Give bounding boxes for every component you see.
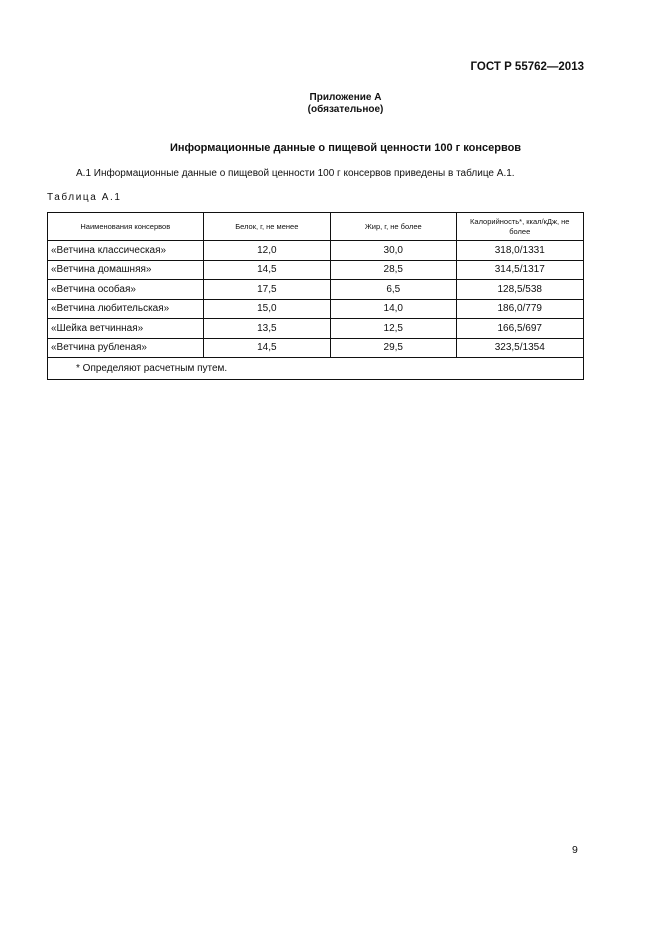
cell-fat: 6,5 <box>331 280 456 300</box>
cell-calories: 323,5/1354 <box>456 338 584 358</box>
page-number: 9 <box>572 844 578 856</box>
table-row <box>48 319 584 339</box>
table-row <box>48 299 584 319</box>
cell-fat: 14,0 <box>331 299 456 319</box>
cell-fat: 30,0 <box>331 241 456 261</box>
cell-protein: 13,5 <box>203 319 330 339</box>
cell-protein: 14,5 <box>203 338 330 358</box>
column-header-calories: Калорийность*, ккал/кДж, не более <box>456 213 584 241</box>
appendix-subtitle: (обязательное) <box>307 104 384 115</box>
cell-fat: 28,5 <box>331 260 456 280</box>
cell-calories: 314,5/1317 <box>456 260 584 280</box>
cell-protein: 14,5 <box>203 260 330 280</box>
cell-calories: 318,0/1331 <box>456 241 584 261</box>
column-header-protein: Белок, г, не менее <box>203 213 330 241</box>
cell-protein: 12,0 <box>203 241 330 261</box>
cell-name: «Шейка ветчинная» <box>48 319 204 339</box>
appendix-title: Приложение А <box>309 92 382 103</box>
column-header-fat: Жир, г, не более <box>331 213 456 241</box>
nutrition-table <box>47 212 584 380</box>
table-caption: Таблица А.1 <box>47 192 122 203</box>
cell-fat: 29,5 <box>331 338 456 358</box>
cell-name: «Ветчина домашняя» <box>48 260 204 280</box>
standard-code: ГОСТ Р 55762—2013 <box>470 61 584 73</box>
column-header-name: Наименования консервов <box>48 213 204 241</box>
cell-name: «Ветчина классическая» <box>48 241 204 261</box>
intro-paragraph: А.1 Информационные данные о пищевой ценности 100 г консервов приведены в таблице А.1. <box>76 168 515 179</box>
cell-calories: 128,5/538 <box>456 280 584 300</box>
table-row <box>48 280 584 300</box>
cell-fat: 12,5 <box>331 319 456 339</box>
table-row <box>48 338 584 358</box>
table-row <box>48 241 584 261</box>
cell-name: «Ветчина особая» <box>48 280 204 300</box>
cell-name: «Ветчина любительская» <box>48 299 204 319</box>
section-title: Информационные данные о пищевой ценности 100 г консервов <box>169 142 522 154</box>
table-footnote: * Определяют расчетным путем. <box>48 358 584 380</box>
cell-calories: 166,5/697 <box>456 319 584 339</box>
table-row <box>48 260 584 280</box>
cell-calories: 186,0/779 <box>456 299 584 319</box>
table-footnote-row <box>48 358 584 380</box>
cell-protein: 17,5 <box>203 280 330 300</box>
cell-protein: 15,0 <box>203 299 330 319</box>
table-header-row <box>48 213 584 241</box>
cell-name: «Ветчина рубленая» <box>48 338 204 358</box>
